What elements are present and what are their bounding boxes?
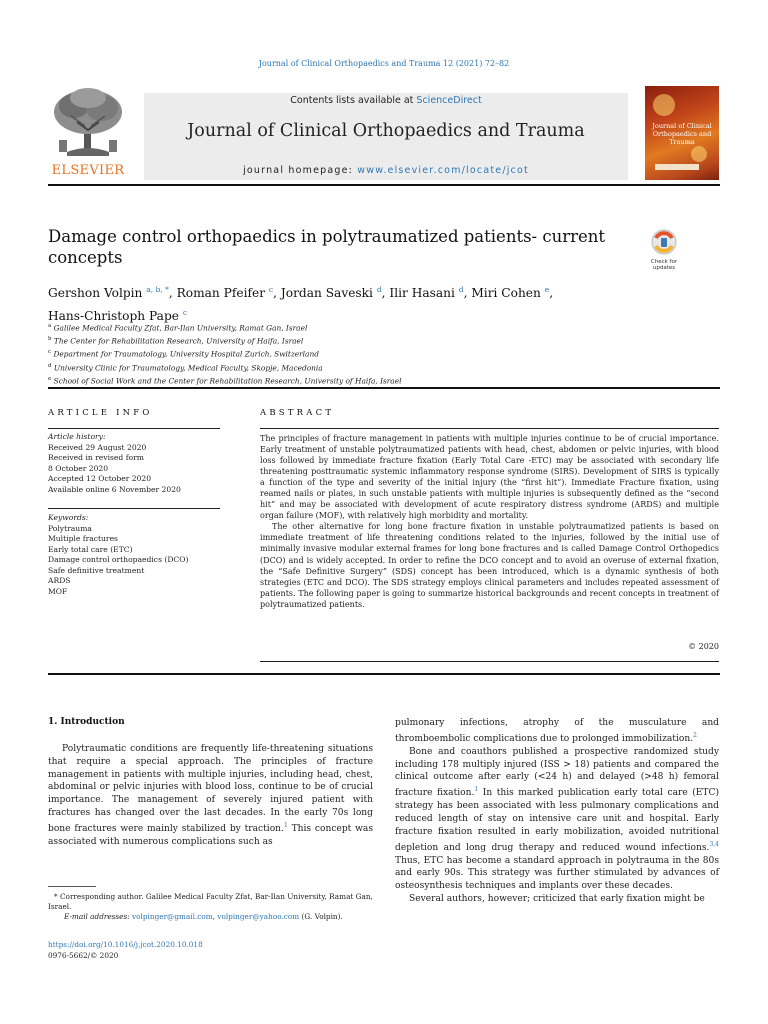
email-link[interactable]: volpinger@gmail.com xyxy=(132,912,213,921)
article-title: Damage control orthopaedics in polytraumatized patients- current concepts xyxy=(48,227,606,267)
author-name[interactable]: Miri Cohen xyxy=(471,286,541,301)
author-affil[interactable]: c xyxy=(268,285,274,294)
abstract-heading-rule xyxy=(260,428,719,429)
reference-link[interactable]: 1 xyxy=(474,786,479,794)
affiliation-item: $^a$ Galilee Medical Faculty Zfat, Bar-Ilan University, Ramat Gan, Israel xyxy=(48,323,308,333)
elsevier-logo xyxy=(47,86,129,180)
keyword-item: Multiple fractures xyxy=(48,534,118,543)
contents-prefix: Contents lists available at xyxy=(290,95,417,106)
author-name[interactable]: Ilir Hasani xyxy=(389,286,455,301)
info-heading-rule xyxy=(48,428,220,429)
journal-homepage xyxy=(144,165,628,176)
history-item: Received in revised form xyxy=(48,453,144,462)
affiliation-item: $^c$ Department for Traumatology, University Hospital Zurich, Switzerland xyxy=(48,349,319,359)
doi-link[interactable]: https://doi.org/10.1016/j.jcot.2020.10.018 xyxy=(48,940,203,949)
check-updates-icon xyxy=(644,229,684,255)
author-affil[interactable]: d xyxy=(376,285,382,294)
email-link[interactable]: volpinger@yahoo.com xyxy=(217,912,300,921)
journal-name: Journal of Clinical Orthopaedics and Trauma xyxy=(187,121,585,141)
author-list: Gershon Volpin $^{a, b, *}$, Roman Pfeifer $^c$, Jordan Saveski $^d$, Ilir Hasani $^d$, Miri Cohen $^e$, Hans-Christoph Pape $^c$ xyxy=(48,285,554,324)
history-rule xyxy=(48,508,220,509)
publisher-wordmark: ELSEVIER xyxy=(51,163,125,178)
history-item: 8 October 2020 xyxy=(48,463,109,473)
issn-line: 0976-5662/© 2020 xyxy=(48,951,119,960)
footnote xyxy=(48,892,373,922)
homepage-prefix: journal homepage: xyxy=(243,165,358,176)
body-top-divider xyxy=(48,673,720,675)
info-top-divider xyxy=(48,387,720,389)
keyword-item: Polytrauma xyxy=(48,523,92,533)
reference-link[interactable]: 2 xyxy=(693,731,697,739)
author-name[interactable]: Jordan Saveski xyxy=(280,286,373,301)
cover-strip xyxy=(655,164,699,170)
doi-block xyxy=(48,939,203,961)
keywords xyxy=(48,513,220,597)
journal-citation[interactable]: Journal of Clinical Orthopaedics and Trauma 12 (2021) 72–82 xyxy=(258,59,510,68)
abstract-paragraph: The other alternative for long bone fracture fixation in unstable polytraumatized patients is based on immediate treatment of life threatening conditions related to the injuries, followed by the initial use of minimally invasive modular external frames for long bone fractures and is called Damage Control Orthopedics (DCO) and is widely accepted. In order to refine the DCO concept and to avoid an overuse of external fixation, the “Safe Definitive Surgery” (SDS) concept has been introduced, which is a dynamic synthesis of both strategies (ETC and DCO). The SDS strategy employs clinical parameters and includes repeated assessment of patients. The following paper is going to summarize historical backgrounds and recent concepts in treatment of polytraumatized patients. xyxy=(260,522,719,609)
elsevier-tree-icon xyxy=(47,86,129,158)
homepage-link[interactable]: www.elsevier.com/locate/jcot xyxy=(357,165,529,176)
affiliation-item: $^e$ School of Social Work and the Center for Rehabilitation Research, University of Haifa, Israel xyxy=(48,375,402,386)
header-divider xyxy=(48,184,720,186)
check-updates-label: Check for updates xyxy=(650,259,678,271)
author-name[interactable]: Roman Pfeifer xyxy=(176,286,266,301)
keyword-item: ARDS xyxy=(48,576,71,585)
article-info-heading: ARTICLE INFO xyxy=(48,408,153,418)
cover-title: Journal of Clinical Orthopaedics and Trauma xyxy=(652,122,712,146)
keyword-item: Early total care (ETC) xyxy=(48,544,133,554)
author-affil[interactable]: d xyxy=(458,285,464,294)
abstract-paragraph: The principles of fracture management in patients with multiple injuries continue to be of crucial importance. Early treatment of unstable polytraumatized patients with head, chest, abdomen or pelvic injuries, with blood loss followed by immediate fracture fixation (Early Total Care -ETC) may be associated with secondary life threatening posttraumatic systemic inflammatory response syndrome (SIRS). Development of SIRS is typically a function of the type and severity of the initial injury (the “first hit”). Immediate Fracture fixation, using reamed nails or plates, in such unstable patients with multiple injuries is subsequently defined as the “second hit” and may be associated with development of acute respiratory distress syndrome (ARDS) and multiple organ failure (MOF), with relatively high morbidity and mortality. xyxy=(260,434,719,521)
journal-cover xyxy=(645,86,719,180)
author-name[interactable]: Hans-Christoph Pape xyxy=(48,309,179,324)
history-item: Received 29 August 2020 xyxy=(48,442,147,452)
body-paragraph: Bone and coauthors published a prospective randomized study including 178 multiply injured (ISS > 18) patients and compared the clinical outcome after early (<24 h) and delayed (>48 h) femoral fracture fixation.$^1$ In this marked publication early total care (ETC) strategy has been associated with less pulmonary complications and reduced length of stay on intensive care unit and hospital. Early fracture fixation resulted in early mobilization, avoided nutritional depletion and long drug therapy and reduced wound infections.$^{3,4}$ Thus, ETC has become a standard approach in polytrauma in the 80s and early 90s. This strategy was further stimulated by advances of osteosynthesis techniques and implants over these decades. xyxy=(395,746,719,892)
reference-link[interactable]: 1 xyxy=(283,821,288,829)
abstract-copyright: © 2020 xyxy=(688,642,719,651)
abstract-heading: ABSTRACT xyxy=(260,408,335,418)
article-history xyxy=(48,432,220,495)
body-paragraph: pulmonary infections, atrophy of the musculature and thromboembolic complications due to prolonged immobilization.$^2$ xyxy=(395,718,719,744)
history-label: Article history: xyxy=(48,432,106,441)
body-right-column xyxy=(395,717,719,906)
check-for-updates-button[interactable] xyxy=(644,229,684,271)
contents-line xyxy=(144,95,628,106)
body-left-column xyxy=(48,716,373,849)
author-name[interactable]: Gershon Volpin xyxy=(48,286,143,301)
author-affil[interactable]: c xyxy=(182,308,188,318)
affiliation-list xyxy=(48,321,648,387)
history-item: Available online 6 November 2020 xyxy=(48,484,181,494)
body-paragraph: Several authors, however; criticized that early fixation might be xyxy=(409,894,705,905)
journal-banner xyxy=(144,93,628,180)
keywords-label: Keywords: xyxy=(48,513,89,522)
history-item: Accepted 12 October 2020 xyxy=(48,474,152,483)
abstract-bottom-rule xyxy=(260,661,719,662)
keyword-item: Damage control orthopaedics (DCO) xyxy=(48,555,189,564)
email-note: E-mail addresses: volpinger@gmail.com, volpinger@yahoo.com (G. Volpin). xyxy=(64,912,343,921)
footnote-rule xyxy=(48,886,96,887)
affiliation-item: $^b$ The Center for Rehabilitation Research, University of Haifa, Israel xyxy=(48,336,304,346)
section-title: 1. Introduction xyxy=(48,717,125,727)
affiliation-item: $^d$ University Clinic for Traumatology, Medical Faculty, Skopje, Macedonia xyxy=(48,362,323,372)
keyword-item: Safe definitive treatment xyxy=(48,565,145,575)
abstract-body xyxy=(260,433,719,610)
sciencedirect-link[interactable]: ScienceDirect xyxy=(416,95,482,106)
keyword-item: MOF xyxy=(48,586,68,596)
body-paragraph: Polytraumatic conditions are frequently life-threatening situations that require a special approach. The principles of fracture management in patients with multiple injuries, including head, chest, abdominal or pelvic injuries with blood loss, continue to be of crucial importance. The management of severely injured patient with fractures has changed over the last decades. In the early 70s long bone fractures were mainly stabilized by traction.$^1$ This concept was associated with numerous complications such as xyxy=(48,743,373,847)
reference-link[interactable]: 3,4 xyxy=(709,840,719,848)
corresponding-note: * Corresponding author. Galilee Medical Faculty Zfat, Bar-Ilan University, Ramat Gan, Israel. xyxy=(48,892,373,911)
author-affil[interactable]: e xyxy=(544,285,550,294)
author-affil[interactable]: a, b, * xyxy=(146,285,169,294)
